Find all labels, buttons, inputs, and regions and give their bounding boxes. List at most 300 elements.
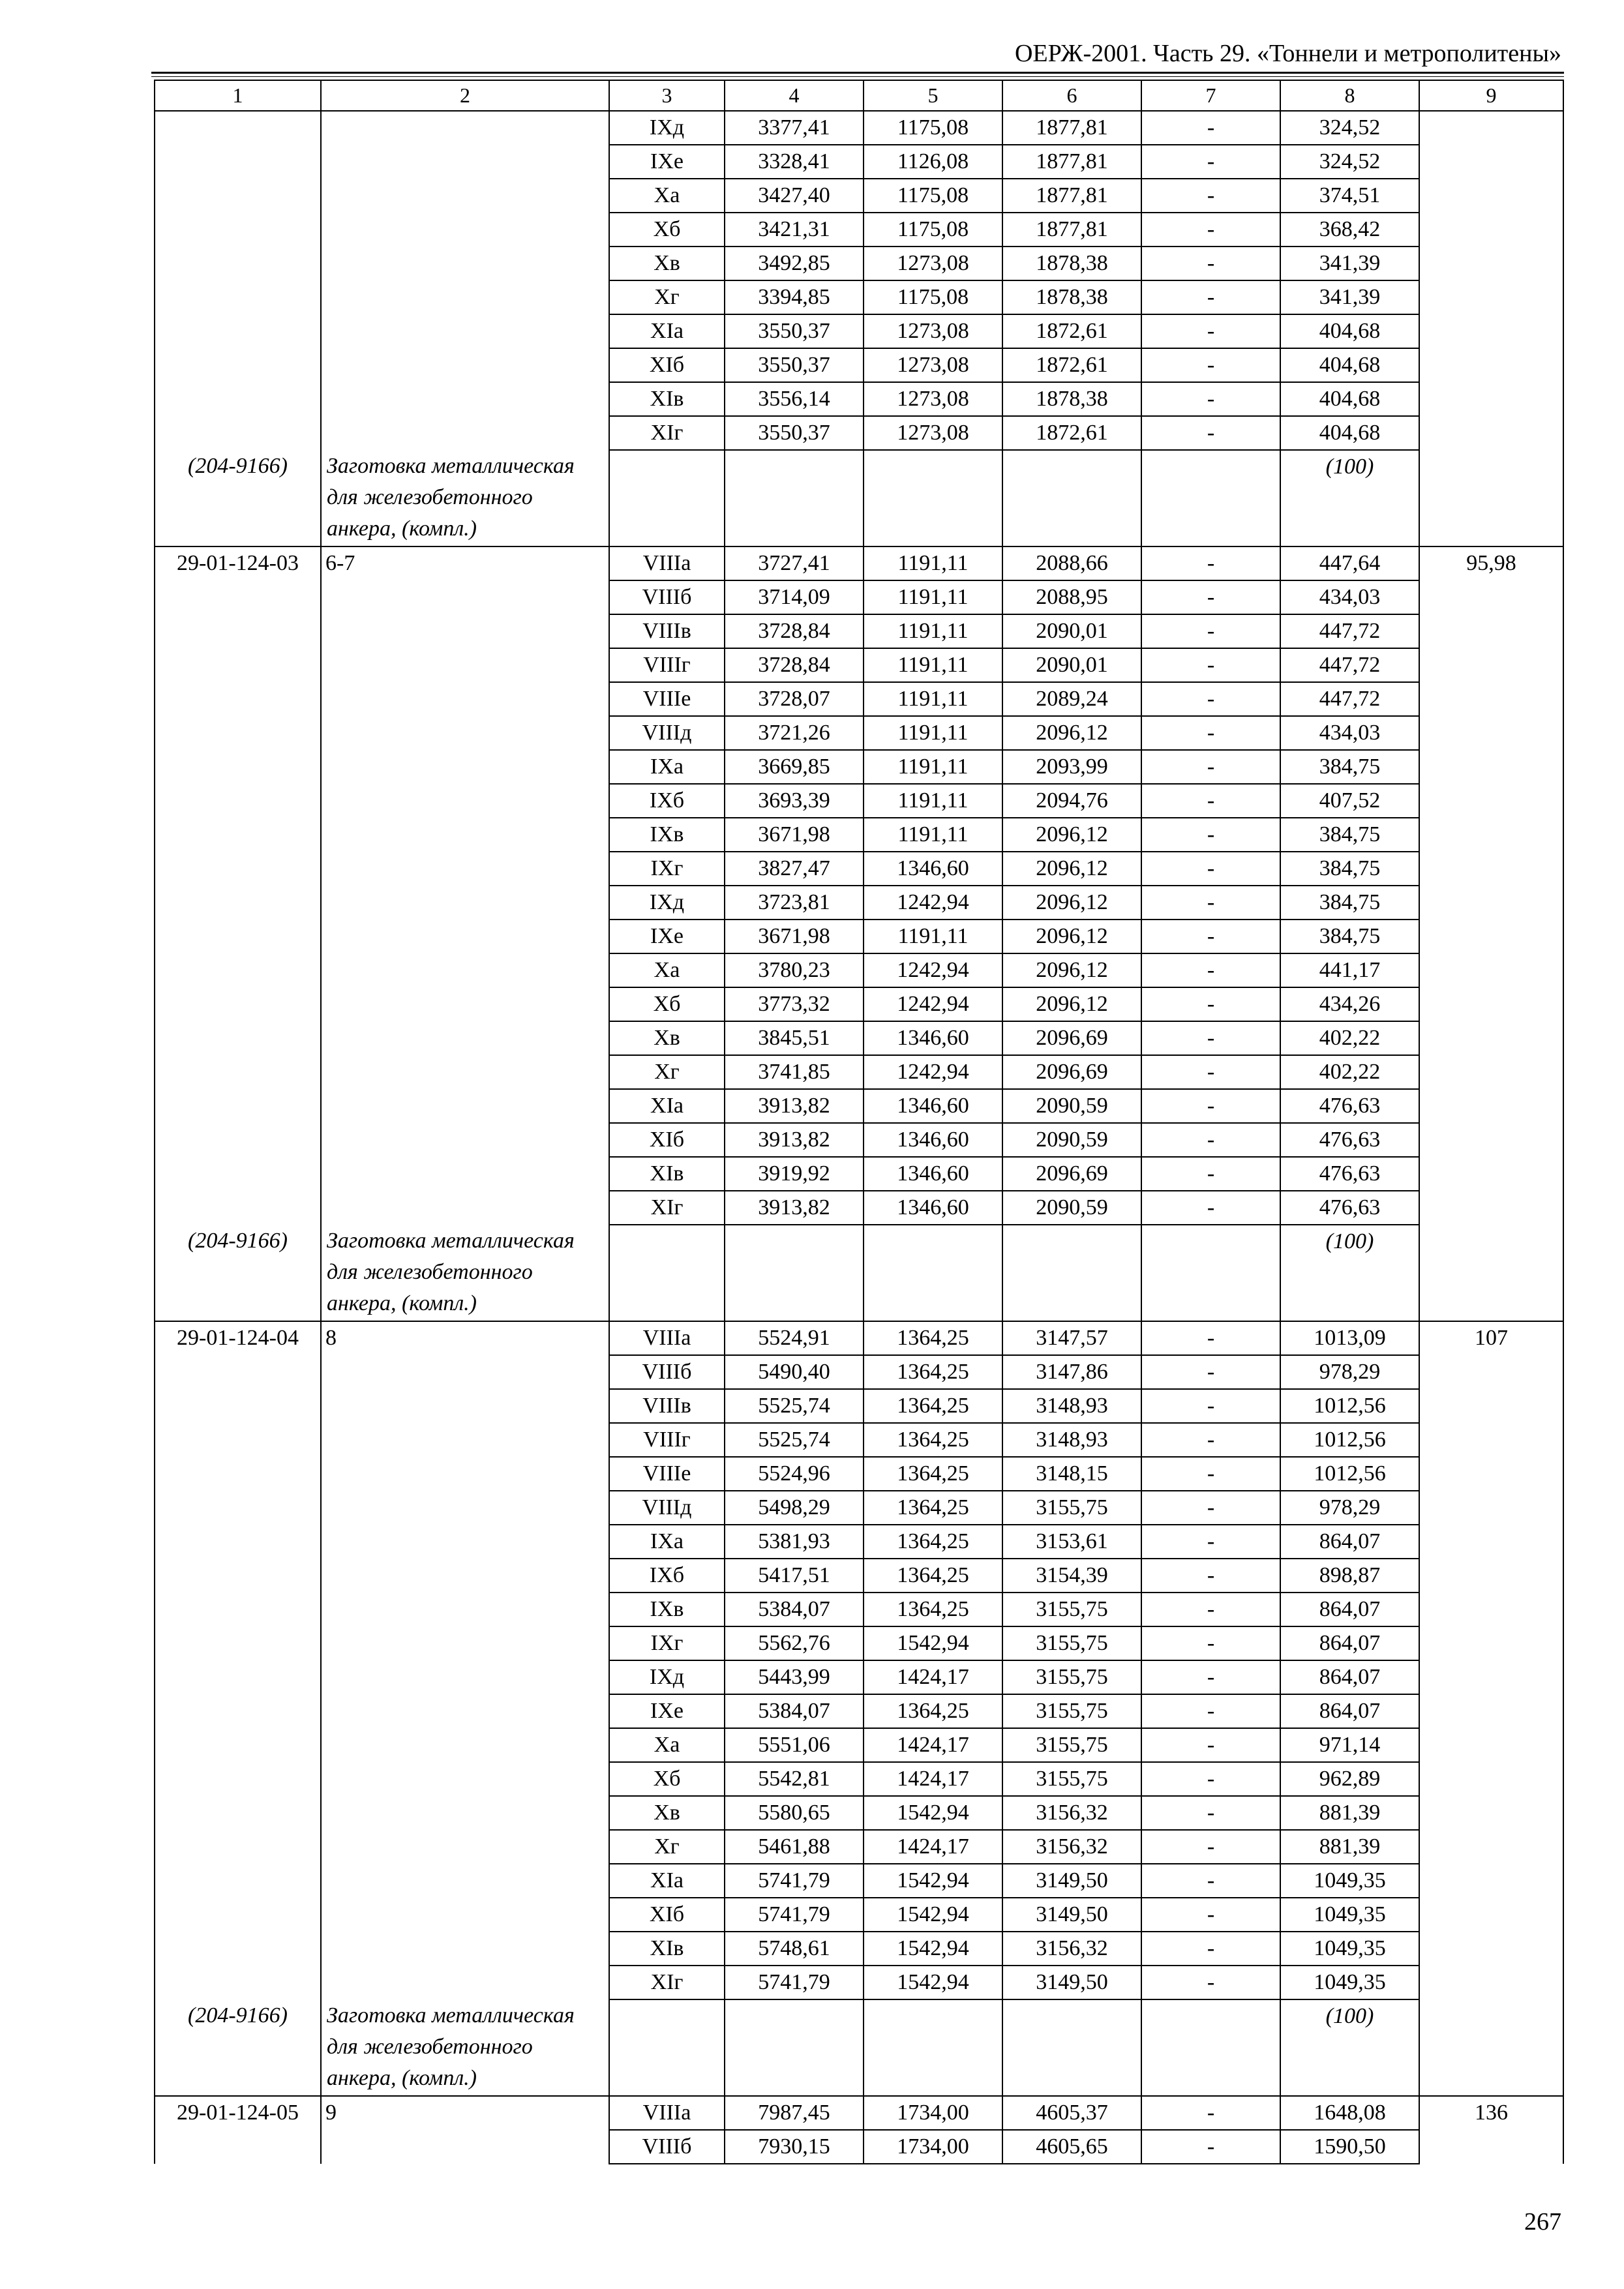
table-cell: 5741,79 [725,1864,864,1898]
rate-code-cell [155,111,321,546]
table-cell: - [1141,784,1280,818]
table-cell: - [1141,750,1280,784]
table-cell: 3155,75 [1002,1694,1141,1728]
resource-qty-cell [1280,450,1419,546]
table-cell: 3156,32 [1002,1830,1141,1864]
table-cell: 2096,12 [1002,953,1141,987]
table-cell: 5741,79 [725,1898,864,1932]
table-cell: - [1141,614,1280,648]
table-cell: - [1141,1021,1280,1055]
column-number: 6 [1002,80,1141,111]
table-cell: 402,22 [1280,1055,1419,1089]
table-cell: 3156,32 [1002,1932,1141,1966]
table-cell: 3148,93 [1002,1423,1141,1457]
table-cell: 3492,85 [725,247,864,280]
table-cell: - [1141,580,1280,614]
table-cell: VIIIа [609,1321,725,1355]
table-cell: - [1141,852,1280,886]
table-cell: 1191,11 [864,716,1002,750]
table-cell: 1590,50 [1280,2130,1419,2164]
table-cell: 3714,09 [725,580,864,614]
table-cell: 2096,12 [1002,852,1141,886]
table-cell: 962,89 [1280,1762,1419,1796]
table-row [155,111,1563,145]
table-cell: IXе [609,145,725,179]
table-cell: 1346,60 [864,1021,1002,1055]
table-cell: 2094,76 [1002,784,1141,818]
table-cell: Xг [609,1830,725,1864]
table-cell: 3556,14 [725,382,864,416]
table-cell: 3550,37 [725,416,864,450]
rate-name: 8 [325,1326,337,1350]
empty-cell [1002,1999,1141,2096]
table-cell: - [1141,1123,1280,1157]
column-number: 7 [1141,80,1280,111]
rate-code-cell [155,2096,321,2164]
rate-name: 6-7 [325,551,355,575]
table-cell: 1012,56 [1280,1423,1419,1457]
table-cell: 5498,29 [725,1491,864,1525]
table-cell: 3671,98 [725,818,864,852]
table-cell: 1175,08 [864,213,1002,247]
table-cell: 1364,25 [864,1423,1002,1457]
table-cell: 1191,11 [864,920,1002,953]
table-cell: IXа [609,750,725,784]
column-number: 2 [321,80,609,111]
table-cell: 898,87 [1280,1559,1419,1593]
resource-qty-cell [1280,1999,1419,2096]
table-cell: 2093,99 [1002,750,1141,784]
table-cell: 2096,12 [1002,716,1141,750]
table-cell: - [1141,648,1280,682]
table-cell: 1273,08 [864,314,1002,348]
table-cell: 3669,85 [725,750,864,784]
table-cell: 4605,37 [1002,2096,1141,2130]
table-cell: 1242,94 [864,987,1002,1021]
table-cell: - [1141,1423,1280,1457]
table-cell: 3671,98 [725,920,864,953]
rate-code-cell [155,546,321,1321]
rate-code: 29-01-124-04 [177,1326,299,1350]
table-cell: VIIIб [609,1355,725,1389]
table-cell: 864,07 [1280,1626,1419,1660]
resource-qty: (100) [1325,455,1374,479]
table-cell: 3727,41 [725,546,864,580]
table-cell: - [1141,1762,1280,1796]
table-cell: - [1141,111,1280,145]
empty-cell [1141,1999,1280,2096]
table-cell: 476,63 [1280,1089,1419,1123]
table-row [155,2096,1563,2130]
table-cell: 1049,35 [1280,1932,1419,1966]
table-cell: 441,17 [1280,953,1419,987]
resource-description [327,451,606,545]
table-cell: - [1141,1593,1280,1626]
table-cell: - [1141,1796,1280,1830]
table-cell: - [1141,1694,1280,1728]
rate-group [155,546,1563,1321]
table-cell: 3155,75 [1002,1626,1141,1660]
resource-code: (204-9166) [188,454,288,478]
rate-group [155,2096,1563,2164]
table-cell: 1242,94 [864,1055,1002,1089]
table-cell: 5461,88 [725,1830,864,1864]
table-cell: - [1141,314,1280,348]
table-cell: 978,29 [1280,1355,1419,1389]
table-cell: - [1141,1830,1280,1864]
resource-code: (204-9166) [188,2003,288,2027]
table-cell: 3149,50 [1002,1864,1141,1898]
table-cell: 402,22 [1280,1021,1419,1055]
table-cell: 5748,61 [725,1932,864,1966]
table-cell: 1424,17 [864,1830,1002,1864]
table-cell: 1273,08 [864,348,1002,382]
table-cell: 3153,61 [1002,1525,1141,1559]
table-cell: XIа [609,1089,725,1123]
table-cell: Xв [609,247,725,280]
table-cell: 404,68 [1280,314,1419,348]
table-cell: XIб [609,1123,725,1157]
table-cell: 1364,25 [864,1491,1002,1525]
table-cell: Xв [609,1021,725,1055]
table-cell: 1878,38 [1002,382,1141,416]
table-cell: 3155,75 [1002,1728,1141,1762]
table-cell: 447,64 [1280,546,1419,580]
column-number-row [155,80,1563,111]
table-cell: IXв [609,1593,725,1626]
table-cell: 1364,25 [864,1457,1002,1491]
table-cell: IXа [609,1525,725,1559]
table-cell: 1542,94 [864,1864,1002,1898]
table-cell: XIб [609,348,725,382]
table-cell: 1424,17 [864,1762,1002,1796]
table-cell: 1049,35 [1280,1966,1419,1999]
table-cell: - [1141,886,1280,920]
table-cell: 5490,40 [725,1355,864,1389]
table-cell: 3421,31 [725,213,864,247]
table-cell: - [1141,280,1280,314]
page-header: ОЕРЖ-2001. Часть 29. «Тоннели и метрополитены» [1014,40,1561,67]
empty-cell [609,1999,725,2096]
table-cell: 1364,25 [864,1694,1002,1728]
table-cell: 4605,65 [1002,2130,1141,2164]
table-cell: 2096,69 [1002,1157,1141,1191]
table-cell: Xб [609,213,725,247]
table-cell: 2090,59 [1002,1123,1141,1157]
table-cell: - [1141,1389,1280,1423]
table-cell: 1013,09 [1280,1321,1419,1355]
table-cell: Xб [609,987,725,1021]
table-cell: 5417,51 [725,1559,864,1593]
table-cell: - [1141,382,1280,416]
table-cell: - [1141,247,1280,280]
table-cell: 3155,75 [1002,1491,1141,1525]
table-cell: 1648,08 [1280,2096,1419,2130]
table-cell: 1364,25 [864,1389,1002,1423]
table-cell: 1542,94 [864,1966,1002,1999]
rate-code: 29-01-124-05 [177,2101,299,2125]
table-cell: 404,68 [1280,416,1419,450]
table-cell: 1872,61 [1002,416,1141,450]
table-cell: 1191,11 [864,818,1002,852]
table-cell: 404,68 [1280,382,1419,416]
table-cell: 3550,37 [725,314,864,348]
table-cell: VIIIб [609,580,725,614]
resource-description-line: для железобетонного [327,485,533,509]
table-cell: IXв [609,818,725,852]
table-cell: 1175,08 [864,280,1002,314]
table-cell: 1877,81 [1002,111,1141,145]
table-cell: IXе [609,920,725,953]
table-cell: - [1141,1191,1280,1225]
table-cell: 5525,74 [725,1423,864,1457]
table-cell: 447,72 [1280,614,1419,648]
table-cell: 1878,38 [1002,247,1141,280]
table-cell: 3155,75 [1002,1762,1141,1796]
table-cell: 3156,32 [1002,1796,1141,1830]
table-cell: 5551,06 [725,1728,864,1762]
table-cell: 5524,96 [725,1457,864,1491]
empty-cell [609,450,725,546]
table-cell: 1872,61 [1002,314,1141,348]
empty-cell [864,1999,1002,2096]
table-cell: 1191,11 [864,648,1002,682]
table-cell: 2096,12 [1002,987,1141,1021]
table-cell: - [1141,1898,1280,1932]
table-cell: 1542,94 [864,1796,1002,1830]
table-cell: 368,42 [1280,213,1419,247]
empty-cell [864,450,1002,546]
table-cell: VIIIг [609,1423,725,1457]
table-cell: 2090,01 [1002,648,1141,682]
table-cell: 1877,81 [1002,145,1141,179]
table-cell: 2090,59 [1002,1089,1141,1123]
table-cell: - [1141,179,1280,213]
table-cell: 1877,81 [1002,179,1141,213]
table-cell: - [1141,818,1280,852]
table-cell: 971,14 [1280,1728,1419,1762]
table-cell: 1012,56 [1280,1457,1419,1491]
table-cell: 978,29 [1280,1491,1419,1525]
table-cell: 1872,61 [1002,348,1141,382]
table-cell: 1191,11 [864,580,1002,614]
table-cell: 2088,66 [1002,546,1141,580]
table-row [155,1321,1563,1355]
table-cell: 864,07 [1280,1525,1419,1559]
table-cell: XIа [609,314,725,348]
table-cell: 864,07 [1280,1694,1419,1728]
table-cell: XIг [609,416,725,450]
table-cell: 7930,15 [725,2130,864,2164]
table-cell: 1049,35 [1280,1898,1419,1932]
table-cell: 1242,94 [864,886,1002,920]
table-cell: 1242,94 [864,953,1002,987]
table-cell: 1364,25 [864,1321,1002,1355]
table-cell: XIг [609,1966,725,1999]
table-cell: 3741,85 [725,1055,864,1089]
table-cell: 434,03 [1280,716,1419,750]
table-cell: VIIIе [609,1457,725,1491]
column9-value [1419,111,1563,546]
table-cell: 1734,00 [864,2130,1002,2164]
table-cell: 5384,07 [725,1694,864,1728]
rates-table [154,80,1564,2164]
rate-code-cell [155,1321,321,2096]
table-cell: 407,52 [1280,784,1419,818]
table-cell: XIб [609,1898,725,1932]
table-cell: 476,63 [1280,1157,1419,1191]
table-cell: Xа [609,1728,725,1762]
empty-cell [609,1225,725,1321]
table-cell: VIIIа [609,546,725,580]
table-cell: 3919,92 [725,1157,864,1191]
header-rule-thin [151,76,1564,77]
table-cell: 1191,11 [864,546,1002,580]
resource-description-line: Заготовка металлическая [327,1229,575,1253]
table-cell: 447,72 [1280,648,1419,682]
table-cell: 324,52 [1280,111,1419,145]
table-cell: 3149,50 [1002,1898,1141,1932]
table-cell: 3394,85 [725,280,864,314]
table-cell: 1273,08 [864,382,1002,416]
table-cell: IXд [609,886,725,920]
table-cell: Xв [609,1796,725,1830]
table-cell: IXд [609,1660,725,1694]
table-cell: 434,26 [1280,987,1419,1021]
table-cell: VIIIа [609,2096,725,2130]
resource-qty-cell [1280,1225,1419,1321]
empty-cell [1141,1225,1280,1321]
empty-cell [864,1225,1002,1321]
rate-name-cell [321,2096,609,2164]
resource-description-line: для железобетонного [327,2035,533,2059]
table-cell: 1542,94 [864,1898,1002,1932]
table-cell: 1878,38 [1002,280,1141,314]
resource-description-line: Заготовка металлическая [327,2003,575,2027]
table-cell: 2096,12 [1002,886,1141,920]
table-cell: 1424,17 [864,1660,1002,1694]
table-cell: 1175,08 [864,111,1002,145]
table-cell: 324,52 [1280,145,1419,179]
table-cell: Xа [609,179,725,213]
column9-value: 95,98 [1419,546,1563,1321]
table-cell: 3328,41 [725,145,864,179]
resource-qty: (100) [1325,1229,1374,1253]
header-rule [151,72,1564,74]
column-number: 1 [155,80,321,111]
table-cell: VIIIб [609,2130,725,2164]
table-cell: 476,63 [1280,1123,1419,1157]
table-cell: 5525,74 [725,1389,864,1423]
empty-cell [725,450,864,546]
table-cell: - [1141,1355,1280,1389]
table-cell: VIIIв [609,1389,725,1423]
table-cell: 447,72 [1280,682,1419,716]
table-cell: - [1141,416,1280,450]
table-cell: 3773,32 [725,987,864,1021]
table-cell: 3721,26 [725,716,864,750]
table-cell: 3723,81 [725,886,864,920]
table-cell: 384,75 [1280,750,1419,784]
table-cell: IXб [609,784,725,818]
table-cell: - [1141,1966,1280,1999]
column-number: 3 [609,80,725,111]
table-cell: VIIIв [609,614,725,648]
table-cell: 1191,11 [864,784,1002,818]
table-cell: - [1141,2096,1280,2130]
page-number: 267 [1524,2208,1561,2236]
rate-name: 9 [325,2101,337,2125]
table-cell: - [1141,1728,1280,1762]
table-cell: 404,68 [1280,348,1419,382]
table-cell: 3377,41 [725,111,864,145]
table-cell: 1364,25 [864,1525,1002,1559]
table-cell: 384,75 [1280,920,1419,953]
table-cell: Xг [609,280,725,314]
table-cell: 3154,39 [1002,1559,1141,1593]
table-cell: 3728,84 [725,614,864,648]
table-cell: 374,51 [1280,179,1419,213]
table-cell: - [1141,716,1280,750]
resource-qty: (100) [1325,2004,1374,2028]
empty-cell [1002,1225,1141,1321]
table-cell: 5741,79 [725,1966,864,1999]
table-cell: - [1141,1055,1280,1089]
table-cell: XIв [609,1157,725,1191]
table-cell: - [1141,1089,1280,1123]
table-cell: - [1141,953,1280,987]
table-cell: Xг [609,1055,725,1089]
table-cell: 3427,40 [725,179,864,213]
table-cell: 1542,94 [864,1626,1002,1660]
table-cell: Xб [609,1762,725,1796]
table-cell: 1175,08 [864,179,1002,213]
table-cell: - [1141,682,1280,716]
table-cell: 1734,00 [864,2096,1002,2130]
column-number: 9 [1419,80,1563,111]
table-cell: 864,07 [1280,1593,1419,1626]
table-cell: 1126,08 [864,145,1002,179]
table-cell: 3827,47 [725,852,864,886]
table-cell: 1346,60 [864,1123,1002,1157]
table-cell: 5524,91 [725,1321,864,1355]
table-cell: 1191,11 [864,682,1002,716]
rate-group [155,111,1563,546]
table-cell: IXд [609,111,725,145]
resource-description-line: для железобетонного [327,1260,533,1284]
table-cell: - [1141,1864,1280,1898]
table-cell: 2096,12 [1002,818,1141,852]
table-cell: 1364,25 [864,1559,1002,1593]
table-cell: - [1141,213,1280,247]
rate-code: 29-01-124-03 [177,551,299,575]
table-cell: XIа [609,1864,725,1898]
table-cell: IXе [609,1694,725,1728]
table-cell: 881,39 [1280,1796,1419,1830]
table-cell: 3728,07 [725,682,864,716]
table-cell: - [1141,920,1280,953]
table-cell: 384,75 [1280,852,1419,886]
table-cell: - [1141,1457,1280,1491]
table-cell: 1346,60 [864,1089,1002,1123]
rate-name-cell [321,546,609,1321]
table-cell: 2096,12 [1002,920,1141,953]
table-row [155,546,1563,580]
table-cell: - [1141,546,1280,580]
resource-code: (204-9166) [188,1229,288,1253]
table-cell: VIIIг [609,648,725,682]
table-cell: 341,39 [1280,280,1419,314]
